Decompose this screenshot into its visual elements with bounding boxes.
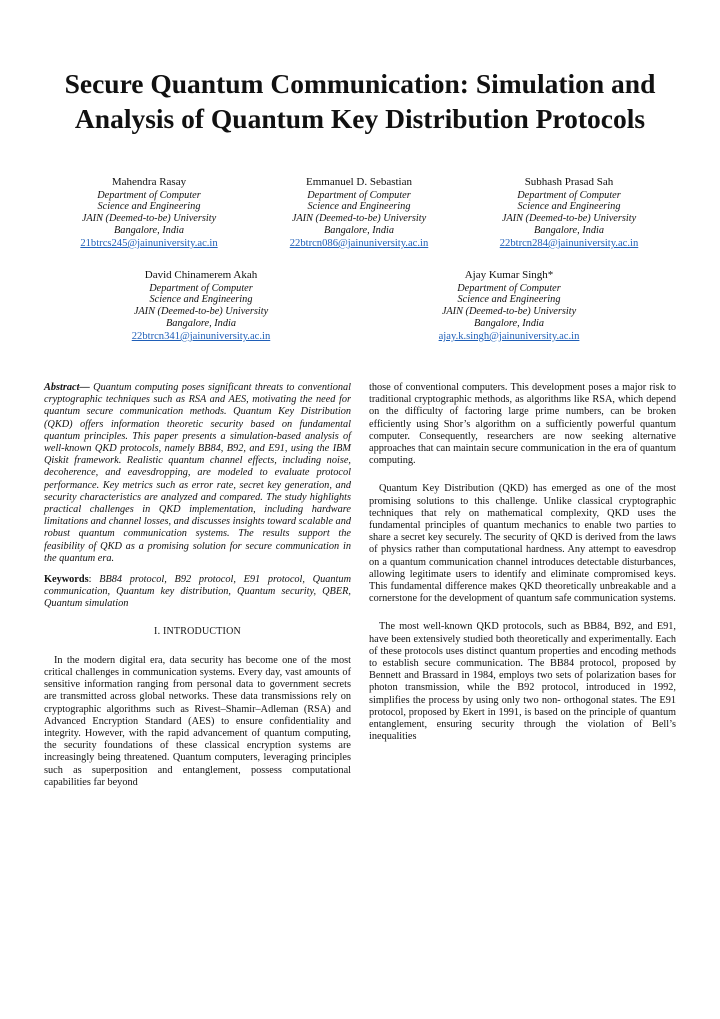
author-school: Science and Engineering: [307, 201, 411, 213]
author-email-link[interactable]: ajay.k.singh@jainuniversity.ac.in: [438, 330, 580, 342]
author-university: JAIN (Deemed-to-be) University: [133, 306, 269, 318]
abstract-label: Abstract—: [44, 382, 90, 393]
intro-paragraph-1: In the modern digital era, data security has become one of the most critical challenges in communication systems. Every day, vast amounts of sensitive information ranging from personal data to government secrets are transmitted across global networks. These data transmissions rely on cryptographic algorithms such as Rivest–Shamir–Adleman (RSA) and Advanced Encryption Standard (AES) to ensure confidentiality and integrity. However, with the rapid advancement of quantum computing, the security foundations of these classical encryption systems are increasingly being threatened. Quantum computers, leveraging principles such as superposition and entanglement, possess computational capabilities far beyond: [44, 654, 351, 788]
author-location: Bangalore, India: [324, 224, 394, 236]
author-email-link[interactable]: 22btrcn341@jainuniversity.ac.in: [131, 330, 271, 342]
author-location: Bangalore, India: [534, 224, 604, 236]
author-school: Science and Engineering: [97, 201, 201, 213]
author-school: Science and Engineering: [149, 294, 253, 306]
intro-paragraph-4: The most well-known QKD protocols, such as BB84, B92, and E91, have been extensively studied both theoretically and experimentally. Each of these protocols uses distinct quantum properties and encoding methods to establish secure communication. The BB84 protocol, proposed by Bennett and Brassard in 1984, employs two sets of polarization bases for photon transmission, while the B92 protocol, introduced in 1992, simplifies the process by using only two non- orthogonal states. The E91 protocol, proposed by Ekert in 1991, is based on the principle of quantum entanglement, ensuring security through the violation of Bell’s inequalities: [369, 621, 676, 743]
author-block-4: [96, 269, 306, 343]
intro-paragraph-2: those of conventional computers. This development poses a major risk to traditional cryptographic methods, as algorithms like RSA, which depend on the difficulty of factoring large prime numbers, can be broken efficiently using Shor’s algorithm on a sufficiently powerful quantum computer. Consequently, researchers are now seeking alternative approaches that can maintain secure communication in the era of quantum computing.: [369, 382, 676, 467]
author-university: JAIN (Deemed-to-be) University: [441, 306, 577, 318]
author-location: Bangalore, India: [474, 317, 544, 329]
author-department: Department of Computer: [149, 282, 253, 294]
author-name: Ajay Kumar Singh*: [464, 269, 554, 281]
left-column: [44, 382, 351, 789]
author-university: JAIN (Deemed-to-be) University: [81, 213, 217, 225]
author-block-2: [254, 176, 464, 250]
author-block-3: [464, 176, 674, 250]
author-school: Science and Engineering: [457, 294, 561, 306]
keywords-label: Keywords: [44, 574, 89, 586]
author-email-link[interactable]: 22btrcn086@jainuniversity.ac.in: [289, 237, 429, 249]
keywords-text: BB84 protocol, B92 protocol, E91 protocol, Quantum communication, Quantum key distribution, Quantum security, QBER, Quantum simulation: [44, 574, 352, 610]
author-university: JAIN (Deemed-to-be) University: [291, 213, 427, 225]
section-heading-introduction: I. INTRODUCTION: [154, 625, 241, 637]
title-line-1: Secure Quantum Communication: Simulation and: [64, 68, 656, 99]
author-location: Bangalore, India: [166, 317, 236, 329]
keywords: Keywords: BB84 protocol, B92 protocol, E91 protocol, Quantum communication, Quantum key distribution, Quantum security, QBER, Quantum simulation: [44, 574, 352, 610]
author-name: David Chinamerem Akah: [144, 269, 258, 281]
author-university: JAIN (Deemed-to-be) University: [501, 213, 637, 225]
paper-title: [30, 66, 690, 136]
author-block-5: [404, 269, 614, 343]
title-line-2: Analysis of Quantum Key Distribution Protocols: [74, 103, 646, 134]
author-block-1: [44, 176, 254, 250]
author-location: Bangalore, India: [114, 224, 184, 236]
author-name: Subhash Prasad Sah: [524, 176, 614, 188]
abstract-text: Quantum computing poses significant threats to conventional cryptographic techniques such as RSA and AES, motivating the need for quantum secure communication methods. Quantum Key Distribution (QKD) offers information theoretic security based on fundamental quantum principles. This paper presents a simulation-based analysis of well-known QKD protocols, namely BB84, B92, and E91, using the IBM Qiskit framework. Realistic quantum channel effects, including noise, decoherence, and eavesdropping, are modeled to evaluate protocol performance. Key metrics such as error rate, secret key generation, and security characteristics are analyzed and compared. The study highlights practical challenges in QKD implementation, including hardware limitations and channel losses, and discusses insights toward scalable and robust quantum communication systems. The results support the feasibility of QKD as a promising solution for secure communication in the quantum era.: [44, 382, 352, 564]
author-department: Department of Computer: [517, 189, 621, 201]
author-email-link[interactable]: 22btrcn284@jainuniversity.ac.in: [499, 237, 639, 249]
author-department: Department of Computer: [97, 189, 201, 201]
abstract: [44, 382, 351, 565]
author-name: Emmanuel D. Sebastian: [305, 176, 412, 188]
author-email-link[interactable]: 21btrcs245@jainuniversity.ac.in: [80, 237, 218, 249]
intro-paragraph-3: Quantum Key Distribution (QKD) has emerged as one of the most promising solutions to this challenge. Unlike classical cryptographic techniques that rely on mathematical complexity, QKD uses the fundamental principles of quantum mechanics to enable two parties to share a secret key securely. The security of QKD is derived from the laws of physics rather than computational hardness. Any attempt to eavesdrop on a quantum communication channel introduces detectable disturbances, allowing legitimate users to identify and eliminate compromised keys. This fundamental difference makes QKD theoretically unbreakable and a cornerstone for the development of quantum safe communication systems.: [369, 483, 676, 605]
author-department: Department of Computer: [307, 189, 411, 201]
author-name: Mahendra Rasay: [111, 176, 187, 188]
author-department: Department of Computer: [457, 282, 561, 294]
right-column: [369, 382, 676, 743]
author-school: Science and Engineering: [517, 201, 621, 213]
